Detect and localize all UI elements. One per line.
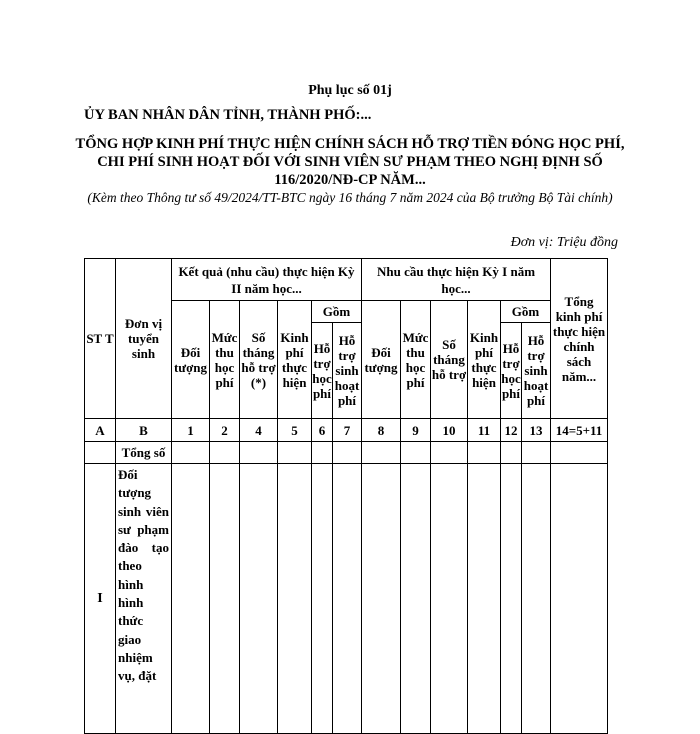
authority-line: ỦY BAN NHÂN DÂN TỈNH, THÀNH PHỐ:... [84, 107, 372, 123]
header-kinh-phi: Kinh phí thực hiện [278, 301, 312, 419]
table-cell [431, 464, 468, 734]
table-cell [468, 442, 501, 464]
table-cell [240, 442, 278, 464]
index-row [85, 419, 608, 442]
section-roman: I [85, 464, 116, 734]
table-cell [551, 442, 608, 464]
index-cell: A [85, 419, 116, 442]
total-row [85, 442, 608, 464]
header-ho-tro-sinh-hoat: Hỗ trợ sinh hoạt phí [333, 323, 362, 419]
section-description: Đối tượng sinh viên sư phạm đào tạo theo hình hình thức giao nhiệm vụ, đặt [116, 464, 172, 734]
index-cell: 2 [210, 419, 240, 442]
total-stt-cell [85, 442, 116, 464]
header-unit: Đơn vị tuyển sinh [116, 259, 172, 419]
header-so-thang: Số tháng hỗ trợ (*) [240, 301, 278, 419]
index-cell: 4 [240, 419, 278, 442]
index-cell: 12 [501, 419, 522, 442]
table-cell [401, 464, 431, 734]
header-ho-tro-hoc-phi: Hỗ trợ học phí [312, 323, 333, 419]
header-muc-thu-2: Mức thu học phí [401, 301, 431, 419]
header-group-ky2: Kết quả (nhu cầu) thực hiện Kỳ II năm học... [172, 259, 362, 301]
index-cell: 9 [401, 419, 431, 442]
index-cell: 8 [362, 419, 401, 442]
header-doi-tuong: Đối tượng [172, 301, 210, 419]
table-cell [362, 442, 401, 464]
table-cell [240, 464, 278, 734]
section-row [85, 464, 608, 734]
table-cell [362, 464, 401, 734]
table-cell [468, 464, 501, 734]
index-cell: 7 [333, 419, 362, 442]
table-cell [172, 442, 210, 464]
header-group-ky1: Nhu cầu thực hiện Kỳ I năm học... [362, 259, 551, 301]
table-cell [522, 442, 551, 464]
table-cell [501, 464, 522, 734]
index-cell: 1 [172, 419, 210, 442]
table-cell [210, 442, 240, 464]
total-label: Tổng số [116, 442, 172, 464]
header-ho-tro-sinh-hoat-2: Hỗ trợ sinh hoạt phí [522, 323, 551, 419]
index-cell: 10 [431, 419, 468, 442]
table-cell [312, 464, 333, 734]
index-cell: 6 [312, 419, 333, 442]
index-cell: 5 [278, 419, 312, 442]
document-title: TỔNG HỢP KINH PHÍ THỰC HIỆN CHÍNH SÁCH HỖ TRỢ TIỀN ĐÓNG HỌC PHÍ, CHI PHÍ SINH HOẠT ĐỐI VỚI SINH VIÊN SƯ PHẠM THEO NGHỊ ĐỊNH SỐ 116/2020/NĐ-CP NĂM... [75, 136, 625, 188]
header-ho-tro-hoc-phi-2: Hỗ trợ học phí [501, 323, 522, 419]
table-cell [333, 464, 362, 734]
table-cell [172, 464, 210, 734]
header-kinh-phi-2: Kinh phí thực hiện [468, 301, 501, 419]
appendix-label: Phụ lục số 01j [308, 83, 392, 98]
header-total: Tổng kinh phí thực hiện chính sách năm... [551, 259, 608, 419]
table-cell [278, 442, 312, 464]
header-gom-2: Gồm [501, 301, 551, 323]
header-so-thang-2: Số tháng hỗ trợ [431, 301, 468, 419]
unit-label: Đơn vị: Triệu đồng [510, 235, 618, 250]
index-cell: B [116, 419, 172, 442]
index-cell: 11 [468, 419, 501, 442]
document-subtitle: (Kèm theo Thông tư số 49/2024/TT-BTC ngày 16 tháng 7 năm 2024 của Bộ trưởng Bộ Tài chính) [87, 190, 613, 205]
header-stt: ST T [85, 259, 116, 419]
table-cell [431, 442, 468, 464]
header-gom: Gồm [312, 301, 362, 323]
index-cell: 14=5+11 [551, 419, 608, 442]
table-cell [501, 442, 522, 464]
table-cell [312, 442, 333, 464]
table-cell [551, 464, 608, 734]
table-cell [401, 442, 431, 464]
table-cell [333, 442, 362, 464]
header-doi-tuong-2: Đối tượng [362, 301, 401, 419]
header-muc-thu: Mức thu học phí [210, 301, 240, 419]
index-cell: 13 [522, 419, 551, 442]
funding-table [84, 258, 608, 734]
table-cell [278, 464, 312, 734]
table-cell [522, 464, 551, 734]
table-cell [210, 464, 240, 734]
